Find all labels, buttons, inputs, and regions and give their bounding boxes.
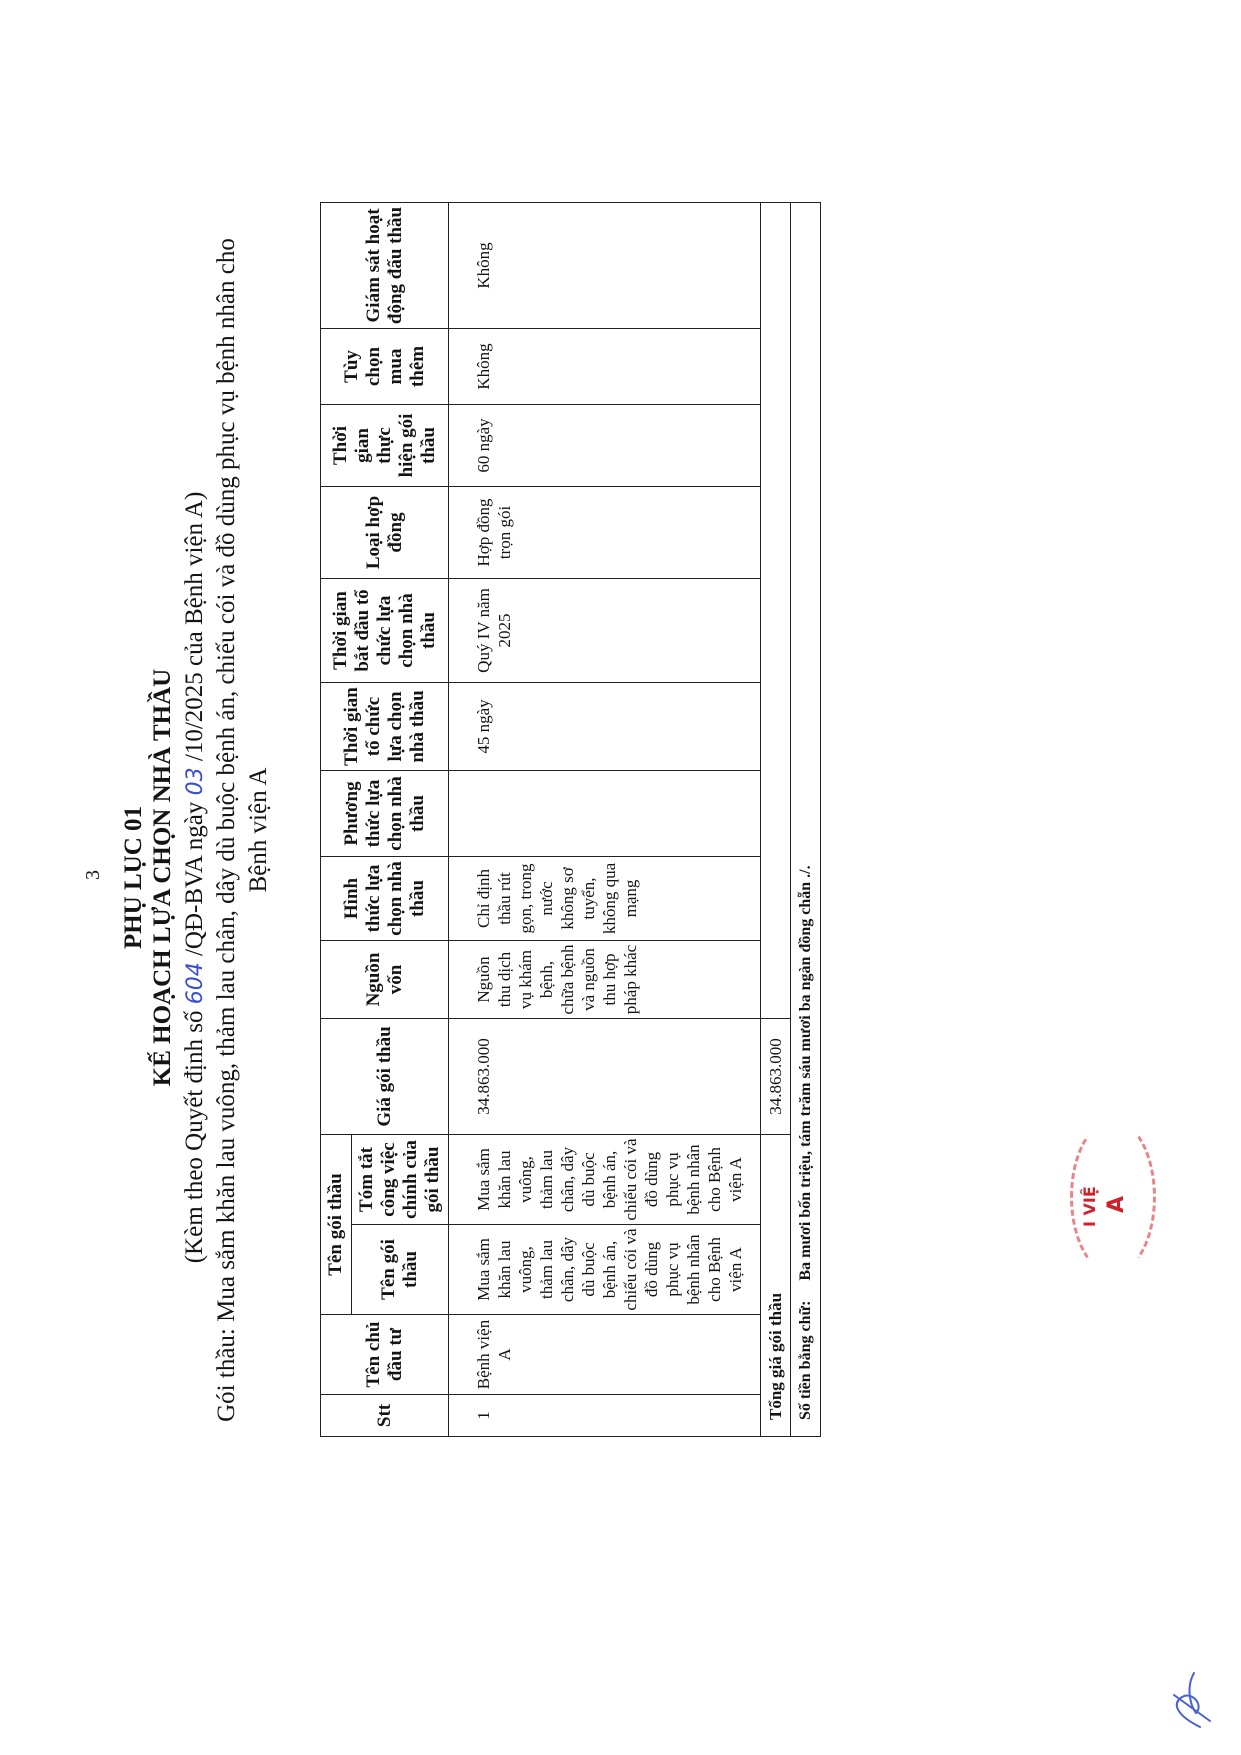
decision-middle: /QĐ-BVA ngày [181, 795, 208, 963]
cell-option: Không [449, 328, 761, 404]
header-fund: Nguồn vốn [321, 940, 449, 1018]
header-row-1 [321, 202, 352, 1436]
header-method: Phương thức lựa chọn nhà thầu [321, 770, 449, 856]
plan-title: KẾ HOẠCH LỰA CHỌN NHÀ THẦU [149, 668, 176, 1087]
cell-package-name: Mua sắm khăn lau vuông, thảm lau chân, dây dù buộc bệnh án, chiếu cói và đồ dùng phục vụ bệnh nhân cho Bệnh viện A [449, 1225, 761, 1315]
cell-price: 34.863.000 [449, 1018, 761, 1134]
header-package-group: Tên gói thầu [321, 1134, 352, 1314]
cell-form: Chỉ định thầu rút gọn, trong nước không sơ tuyển, không qua mạng [449, 856, 761, 940]
total-value: 34.863.000 [761, 1018, 791, 1134]
cell-investor: Bệnh viện A [449, 1315, 761, 1395]
stamp-text-center: A [1104, 1195, 1129, 1213]
cell-fund: Nguồn thu dịch vụ khám bệnh, chữa bệnh và nguồn thu hợp pháp khác [449, 940, 761, 1018]
handwritten-decision-number: 604 [183, 962, 208, 1005]
in-words-value: Ba mươi bốn triệu, tám trăm sáu mươi ba ngàn đồng chẵn ./. [797, 865, 814, 1281]
header-contract: Loại hợp đồng [321, 486, 449, 578]
total-row [761, 202, 791, 1436]
in-words-row [791, 202, 821, 1436]
table-row [449, 202, 761, 1436]
decision-prefix: (Kèm theo Quyết định số [181, 1004, 208, 1264]
page-number: 3 [82, 870, 104, 880]
cell-start: Quý IV năm 2025 [449, 578, 761, 682]
cell-stt: 1 [449, 1395, 761, 1437]
red-seal-stamp [1070, 1125, 1150, 1275]
decision-suffix: /10/2025 của Bệnh viện A) [181, 491, 208, 768]
total-empty [761, 202, 791, 1018]
stamp-text-top: I VIỆ [1080, 1186, 1099, 1227]
decision-reference [181, 0, 209, 1755]
in-words-label: Số tiền bằng chữ: [797, 1300, 814, 1420]
header-package-name: Tên gói thầu [352, 1225, 449, 1315]
cell-method [449, 770, 761, 856]
header-exec-time: Thời gian thực hiện gói thầu [321, 404, 449, 486]
header-supervision: Giám sát hoạt động đấu thầu [321, 202, 449, 328]
appendix-title: PHỤ LỤC 01 [120, 805, 147, 950]
header-stt: Stt [321, 1395, 449, 1437]
header-form: Hình thức lựa chọn nhà thầu [321, 856, 449, 940]
procurement-plan-table [320, 202, 821, 1437]
cell-duration: 45 ngày [449, 682, 761, 770]
header-option: Tùy chọn mua thêm [321, 328, 449, 404]
cell-supervision: Không [449, 202, 761, 328]
header-duration: Thời gian tổ chức lựa chọn nhà thầu [321, 682, 449, 770]
handwritten-decision-day: 03 [183, 767, 208, 796]
cell-summary: Mua sắm khăn lau vuông, thảm lau chân, dây dù buộc bệnh án, chiếu cói và đồ dùng phục vụ bệnh nhân cho Bệnh viện A [449, 1134, 761, 1224]
signature-mark [1160, 1665, 1220, 1735]
cell-contract: Hợp đồng trọn gói [449, 486, 761, 578]
total-label: Tổng giá gói thầu [761, 1134, 791, 1436]
header-price: Giá gói thầu [321, 1018, 449, 1134]
cell-exec-time: 60 ngày [449, 404, 761, 486]
header-investor: Tên chủ đầu tư [321, 1315, 449, 1395]
header-summary: Tóm tắt công việc chính của gói thầu [352, 1134, 449, 1224]
header-start: Thời gian bắt đầu tổ chức lựa chọn nhà thầu [321, 578, 449, 682]
amount-in-words [791, 202, 821, 1436]
package-description: Gói thầu: Mua sắm khăn lau vuông, thảm lau chân, dây dù buộc bệnh án, chiếu cói và đồ dùng phục vụ bệnh nhân cho Bệnh viện A [213, 238, 272, 1422]
